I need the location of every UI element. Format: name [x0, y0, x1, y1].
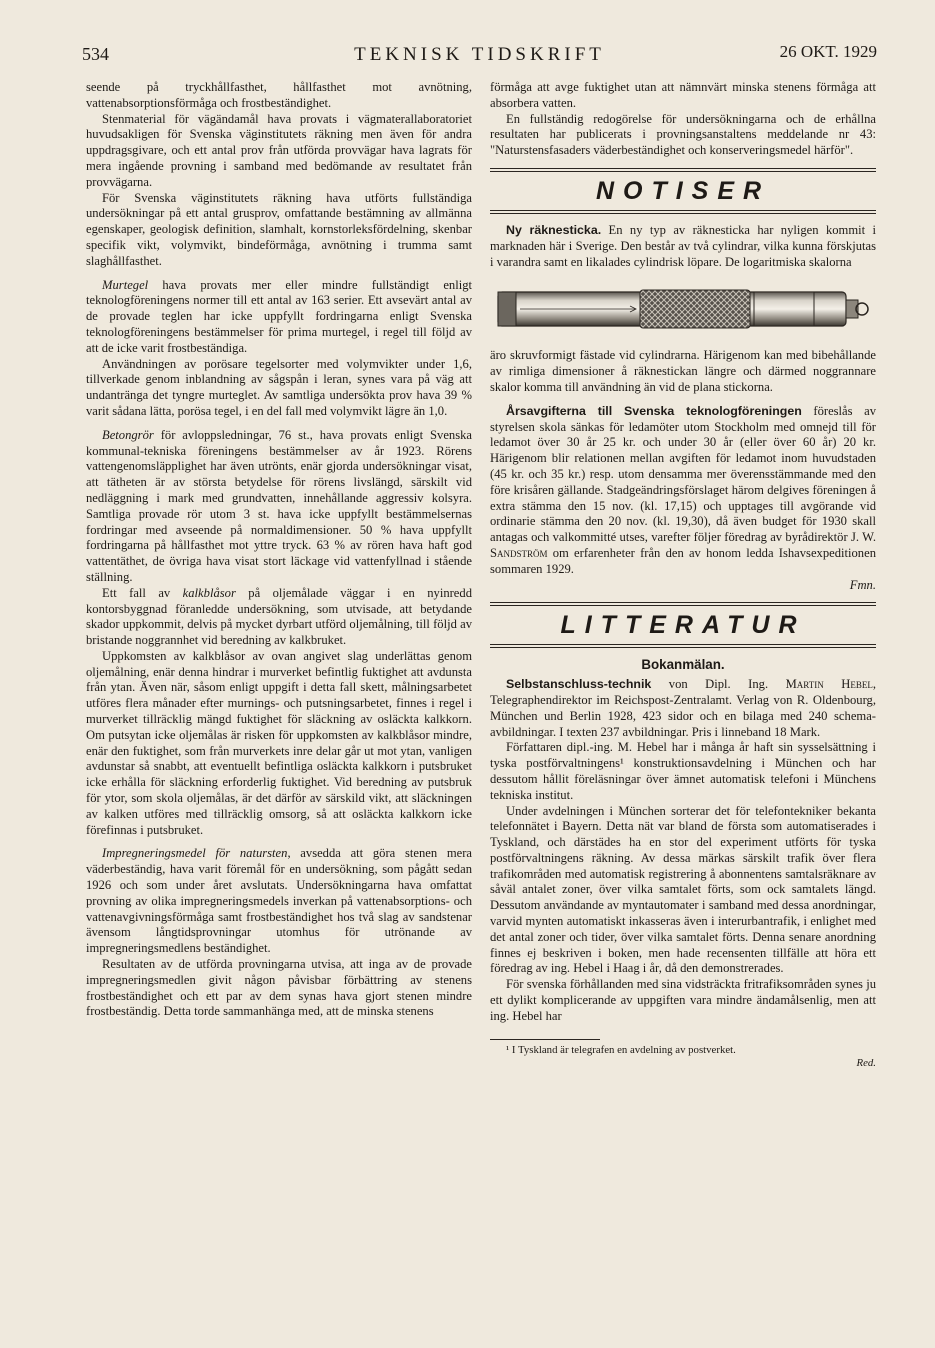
paragraph-text: , Telegraphendirektor im Reichspost-Zentralamt. Verlag von R. Oldenbourg, München und Berlin 1928, 423 sidor och en bilaga med 240 schema-avbildningar. I texten 237 avbildningar. Pris i linneband 18 Mark. — [490, 677, 876, 739]
paragraph: För Svenska väginstitutets räkning hava utförts fullständiga undersökningar på ett antal grusprov, omfattande bestämning av allmänna egenskaper, geologisk definition, slamhalt, kornstorleksfördelning, skenbar specifik vikt, volymvikt, bindeförmåga, avnötning i trumma samt slaghållfasthet. — [86, 190, 472, 268]
person-name: Martin Hebel — [785, 677, 873, 692]
footnote-divider — [490, 1039, 600, 1040]
book-title: Selbstanschluss-technik — [506, 677, 652, 692]
paragraph: Författaren dipl.-ing. M. Hebel har i många år haft sin sysselsättning i tyska postförvaltningens¹ konstruktionsavdelning i München och har dessutom hållit föreläsningar över ämnet automatisk telefoni i Münchens tekniska institut. — [490, 740, 876, 802]
paragraph — [86, 586, 472, 649]
paragraph: äro skruvformigt fästade vid cylindrarna. Härigenom kan med bibehållande av rimliga dimensioner å räknestickan längre och därmed noggrannare skalor komma till användning än vid de plana stickorna. — [490, 348, 876, 394]
author-signature: Fmn. — [849, 577, 876, 592]
paragraph — [490, 404, 876, 594]
paragraph: En fullständig redogörelse för undersökningarna och de erhållna resultaten har publicerats i provningsanstaltens meddelande nr 43: "Naturstensfasaders väderbeständighet och konserveringsmedel härför". — [490, 111, 876, 158]
lead-term: Årsavgifterna till Svenska teknologföreningen — [506, 403, 802, 418]
paragraph-text: föreslås av styrelsen skola sänkas för ledamöter utom Stockholm med omnejd till för ledamot över 30 år 25 kr. och under 30 år (eller över 60 år) 20 kr. Härigenom blir relationen mellan avgiften för ledamot inom huvudstaden (45 kr. och 35 kr.) resp. utom densamma mer överensstämmande med den före krisåren gällande. Stadgeändringsförslaget härom delgives föreningen å extra stämma den 15 nov. (kl. 17,15) och upptages till avgörande vid ordinarie stämma den 20 nov. (kl. 19,30), då även budget för 1930 skall antagas och valkommitté utses, varefter följer föredrag av byrådirektör J. W. — [490, 403, 876, 545]
paragraph-text: hava provats mer eller mindre fullständigt enligt teknologföreningens normer till ett antal av 163 serier. Ett avsevärt antal av de provade teglen har icke uppfyllt fordringarna enligt Svenska teknologföreningens bestämmelser för prima murtegel, i regel till följd av att de icke varit frostbeständiga. — [86, 277, 472, 355]
left-column — [86, 80, 472, 1020]
notiser-section-heading — [490, 168, 876, 214]
journal-title: TEKNISK TIDSKRIFT — [354, 44, 605, 65]
footnote-signature: Red. — [856, 1056, 876, 1069]
paragraph: För svenska förhållanden med sina vidsträckta fritrafiksområden synes ju ett dylikt komplicerande av uppgiften vara mindre ändamålsenlig, men att ing. Hebel har — [490, 977, 876, 1023]
issue-date: 26 OKT. 1929 — [779, 42, 877, 61]
paragraph — [86, 278, 472, 357]
paragraph: Resultaten av de utförda provningarna utvisa, att inga av de provade impregneringsmedlen givit någon påvisbar förbättring av stenens frostbeständighet och ett par av dem synas hava gjort stenen mindre frostbeständig. Detta torde sammanhänga med, att de minska stenens — [86, 957, 472, 1019]
paragraph: Stenmaterial för vägändamål hava provats i vägmaterallaboratoriet huvudsakligen för Svenska väginstitutets räkning men även för andra uppdragsgivare, och ett antal prov från utförda provvägar hava lagrats för mera ingående provning i samband med bedömande av resultatet från provvägarna. — [86, 111, 472, 189]
page-header — [82, 42, 877, 68]
cylindrical-slide-rule-illustration — [490, 276, 876, 342]
paragraph — [490, 677, 876, 740]
section-title: LITTERATUR — [560, 611, 806, 640]
section-title: NOTISER — [595, 176, 771, 205]
paragraph-text: Ett fall av — [102, 585, 183, 600]
right-column — [490, 80, 876, 1070]
subsection-title: Bokanmälan. — [641, 657, 725, 673]
divider — [490, 210, 876, 214]
person-name: Sandström — [490, 545, 548, 560]
paragraph — [86, 846, 472, 957]
litteratur-section-heading — [490, 602, 876, 648]
lead-term: Murtegel — [102, 277, 149, 292]
slide-rule-figure — [490, 276, 876, 342]
paragraph-text: om erfarenheter från den av honom ledda Ishavsexpeditionen sommaren 1929. — [490, 545, 876, 576]
paragraph-text: , avsedda att göra stenen mera väderbeständig, hava varit föremål för en undersökning, som pågått sedan 1926 och som under året avslutats. Undersökningarna hava omfattat provning av olika impregneringsmedels inverkan på vattenabsorptions- och vattenavgivningsförmåga samt frostbeständighet hos två slag av sandstenar ävensom långtidsprovningar utomhus för utrönande av impregneringsmedlens beständighet. — [86, 846, 473, 956]
lead-term: Ny räknesticka. — [506, 222, 602, 237]
paragraph: förmåga att avge fuktighet utan att nämnvärt minska stenens förmåga att absorbera vatten. — [490, 80, 876, 110]
paragraph-text: von Dipl. Ing. — [651, 677, 786, 692]
footnote: ¹ I Tyskland är telegrafen en avdelning av postverket. — [506, 1043, 736, 1056]
paragraph — [490, 223, 876, 270]
paragraph — [86, 428, 472, 586]
paragraph: Under avdelningen i München sorterar det för telefontekniker bekanta telefonnätet i Bayern. Detta nät var bland de första som automatiserades i Tyskland, och därstädes ha en stor del experiment utförts för tyska postförvaltningens räkning. Av dessa märkas särskilt trafik över flera trafikområden med automatisk registrering å abonnentens samtalsräknare av såväl antalet zoner, över vilka samtalet förts, som ock samtalets längd. Dessutom användande av myntautomater i samband med dessa anordningar, varvid mynten automatiskt inkasseras även i interurbantrafik, i enlighet med det antal zoner och tider, över vilka samtalet förts. Denna senare anordning finnes ej beskriven i boken, men hade recensenten tillfälle att höra ett föredrag av ing. Hebel i Haag i år, då den demonstrerades. — [490, 803, 876, 976]
lead-term: Impregneringsmedel för natursten — [102, 846, 288, 861]
divider — [490, 644, 876, 648]
lead-term: kalkblåsor — [182, 585, 236, 600]
paragraph: Uppkomsten av kalkblåsor av ovan angivet slag underlättas genom oljemålning, enär denna hindrar i murverket befintlig fuktighet att avdunsta från ytan. Även när, såsom enligt uppgift i detta fall skett, målningsarbetet utföres flera månader efter murnings- och putsningsarbetet, finnes i regel i murverket tillräcklig mängd fuktighet för släckning av osläckta kalkkorn. Om putsytan icke oljemålas är risken för uppkomsten av kalkblåsor mindre, enär den fuktighet, som från murverkets inre delar går ut mot ytan, vanligen avdunstar så snabbt, att eventuellt befintliga osläckta kalkkorn i putsbruket icke erhålla för släckning erforderlig fuktighet. Vid beredning av putsbruk för ytor, som skola oljemålas, är det därför av särskild vikt, att släckningen av kalken utföres med tillräcklig omsorg, så att osläckta kalkkorn icke förefinnas i putsbruket. — [86, 648, 472, 837]
lead-term: Betongrör — [102, 427, 154, 442]
paragraph-text: En ny typ av räknesticka har nyligen kommit i marknaden här i Sverige. Den består av två cylindrar, vilka kunna förskjutas i varandra samt en likalades cylindrisk löpare. De logaritmiska skalorna — [490, 222, 877, 269]
paragraph-text: för avloppsledningar, 76 st., hava provats enligt Svenska kommunal-tekniska föreningens bestämmelser av år 1923. Rörens vattengenomsläpplighet har även utrönts, enär gjorda undersökningar visat, att tätheten är av största betydelse för rörens livslängd, särskilt vid nedläggning i mark med grundvatten, innehållande aggressiv kolsyra. Samtliga provade rör utom 3 st. hava icke uppfyllt bestämmelsernas fordringar med avseende på normaldimensioner. 50 % hava uppfyllt fordringarna på hållfasthet mot yttre tryck. 63 % av rören hava haft god vattentäthet, de övriga hava visat stort läckage vid vattenfyllnad i stående ställning. — [86, 427, 472, 584]
paragraph: seende på tryckhållfasthet, hållfasthet mot avnötning, vattenabsorptionsförmåga och frostbeständighet. — [86, 80, 472, 110]
paragraph: Användningen av porösare tegelsorter med volymvikter under 1,6, tillverkade genom inblandning av sågspån i leran, synes vara på väg att undantränga det tyngre murteglet. Av samtliga undersökta prov hava 39 % varit sådana lätta, porösa tegel, i en del fall med volymvikt lägre än 1,0. — [86, 356, 472, 418]
paragraph-text: på oljemålade väggar i en nyinredd kontorsbyggnad föranledde undersökning, som utvisade, att betydande skador uppkommit, delvis på mycket dyrbart utförd oljemålning, till följd av bristande noggrannhet vid beredning av kalkbruket. — [86, 585, 472, 648]
page-number: 534 — [82, 44, 109, 64]
